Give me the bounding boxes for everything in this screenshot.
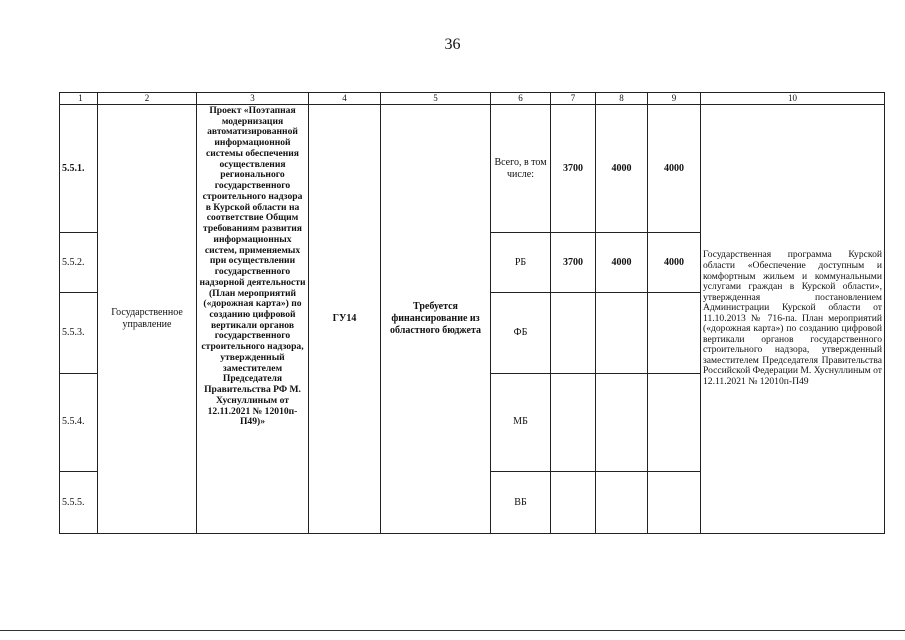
value-cell [551,373,596,471]
row-number: 5.5.4. [60,373,98,471]
col-header-9: 9 [648,93,701,105]
table-row [60,105,885,233]
value-cell: 4000 [648,233,701,293]
value-cell [648,373,701,471]
col-header-6: 6 [491,93,551,105]
funding-source-cell: МБ [491,373,551,471]
value-cell [596,293,648,373]
col-header-5: 5 [381,93,491,105]
value-cell [596,373,648,471]
financing-cell: Требуется финансирование из областного бюджета [381,105,491,534]
basis-document-cell: Государственная программа Курской области «Обеспечение доступным и комфортным жильем и коммунальными услугами граждан в Курской области», утвержденная постановлением Администрации Курской области от 11.10.2013 № 716-па. План мероприятий («дорожная карта») по созданию цифровой вертикали органов государственного строительного надзора, утвержденный заместителем Председателя Правительства Российской Федерации М. Хуснуллиным от 12.11.2021 № 12010п-П49 [701,105,885,534]
page-bottom-rule [0,630,905,631]
value-cell: 4000 [596,105,648,233]
value-cell: 3700 [551,233,596,293]
row-number: 5.5.3. [60,293,98,373]
col-header-10: 10 [701,93,885,105]
page-number: 36 [444,36,461,53]
program-table [59,92,885,534]
row-number: 5.5.1. [60,105,98,233]
value-cell [648,471,701,533]
row-number: 5.5.2. [60,233,98,293]
row-number: 5.5.5. [60,471,98,533]
column-number-row [60,93,885,105]
col-header-7: 7 [551,93,596,105]
col-header-3: 3 [197,93,309,105]
value-cell: 4000 [596,233,648,293]
value-cell [551,293,596,373]
funding-source-cell: РБ [491,233,551,293]
value-cell: 3700 [551,105,596,233]
funding-source-cell: Всего, в том числе: [491,105,551,233]
value-cell [596,471,648,533]
project-name-cell: Проект «Поэтапная модернизация автоматизированной информационной системы обеспечения осуществления регионального государственного строительного надзора в Курской области на соответствие Общим требованиям развития информационных систем, применяемых при осуществлении государственного надзорной деятельности (План мероприятий («дорожная карта») по созданию цифровой вертикали органов государственного строительного надзора, утвержденный заместителем Председателя Правительства РФ М. Хуснуллиным от 12.11.2021 № 12010п-П49)» [197,105,309,534]
value-cell [648,293,701,373]
funding-source-cell: ВБ [491,471,551,533]
col-header-1: 1 [60,93,98,105]
col-header-4: 4 [309,93,381,105]
value-cell: 4000 [648,105,701,233]
code-cell: ГУ14 [309,105,381,534]
col-header-2: 2 [98,93,197,105]
value-cell [551,471,596,533]
activity-type-cell: Государственное управление [98,105,197,534]
col-header-8: 8 [596,93,648,105]
funding-source-cell: ФБ [491,293,551,373]
